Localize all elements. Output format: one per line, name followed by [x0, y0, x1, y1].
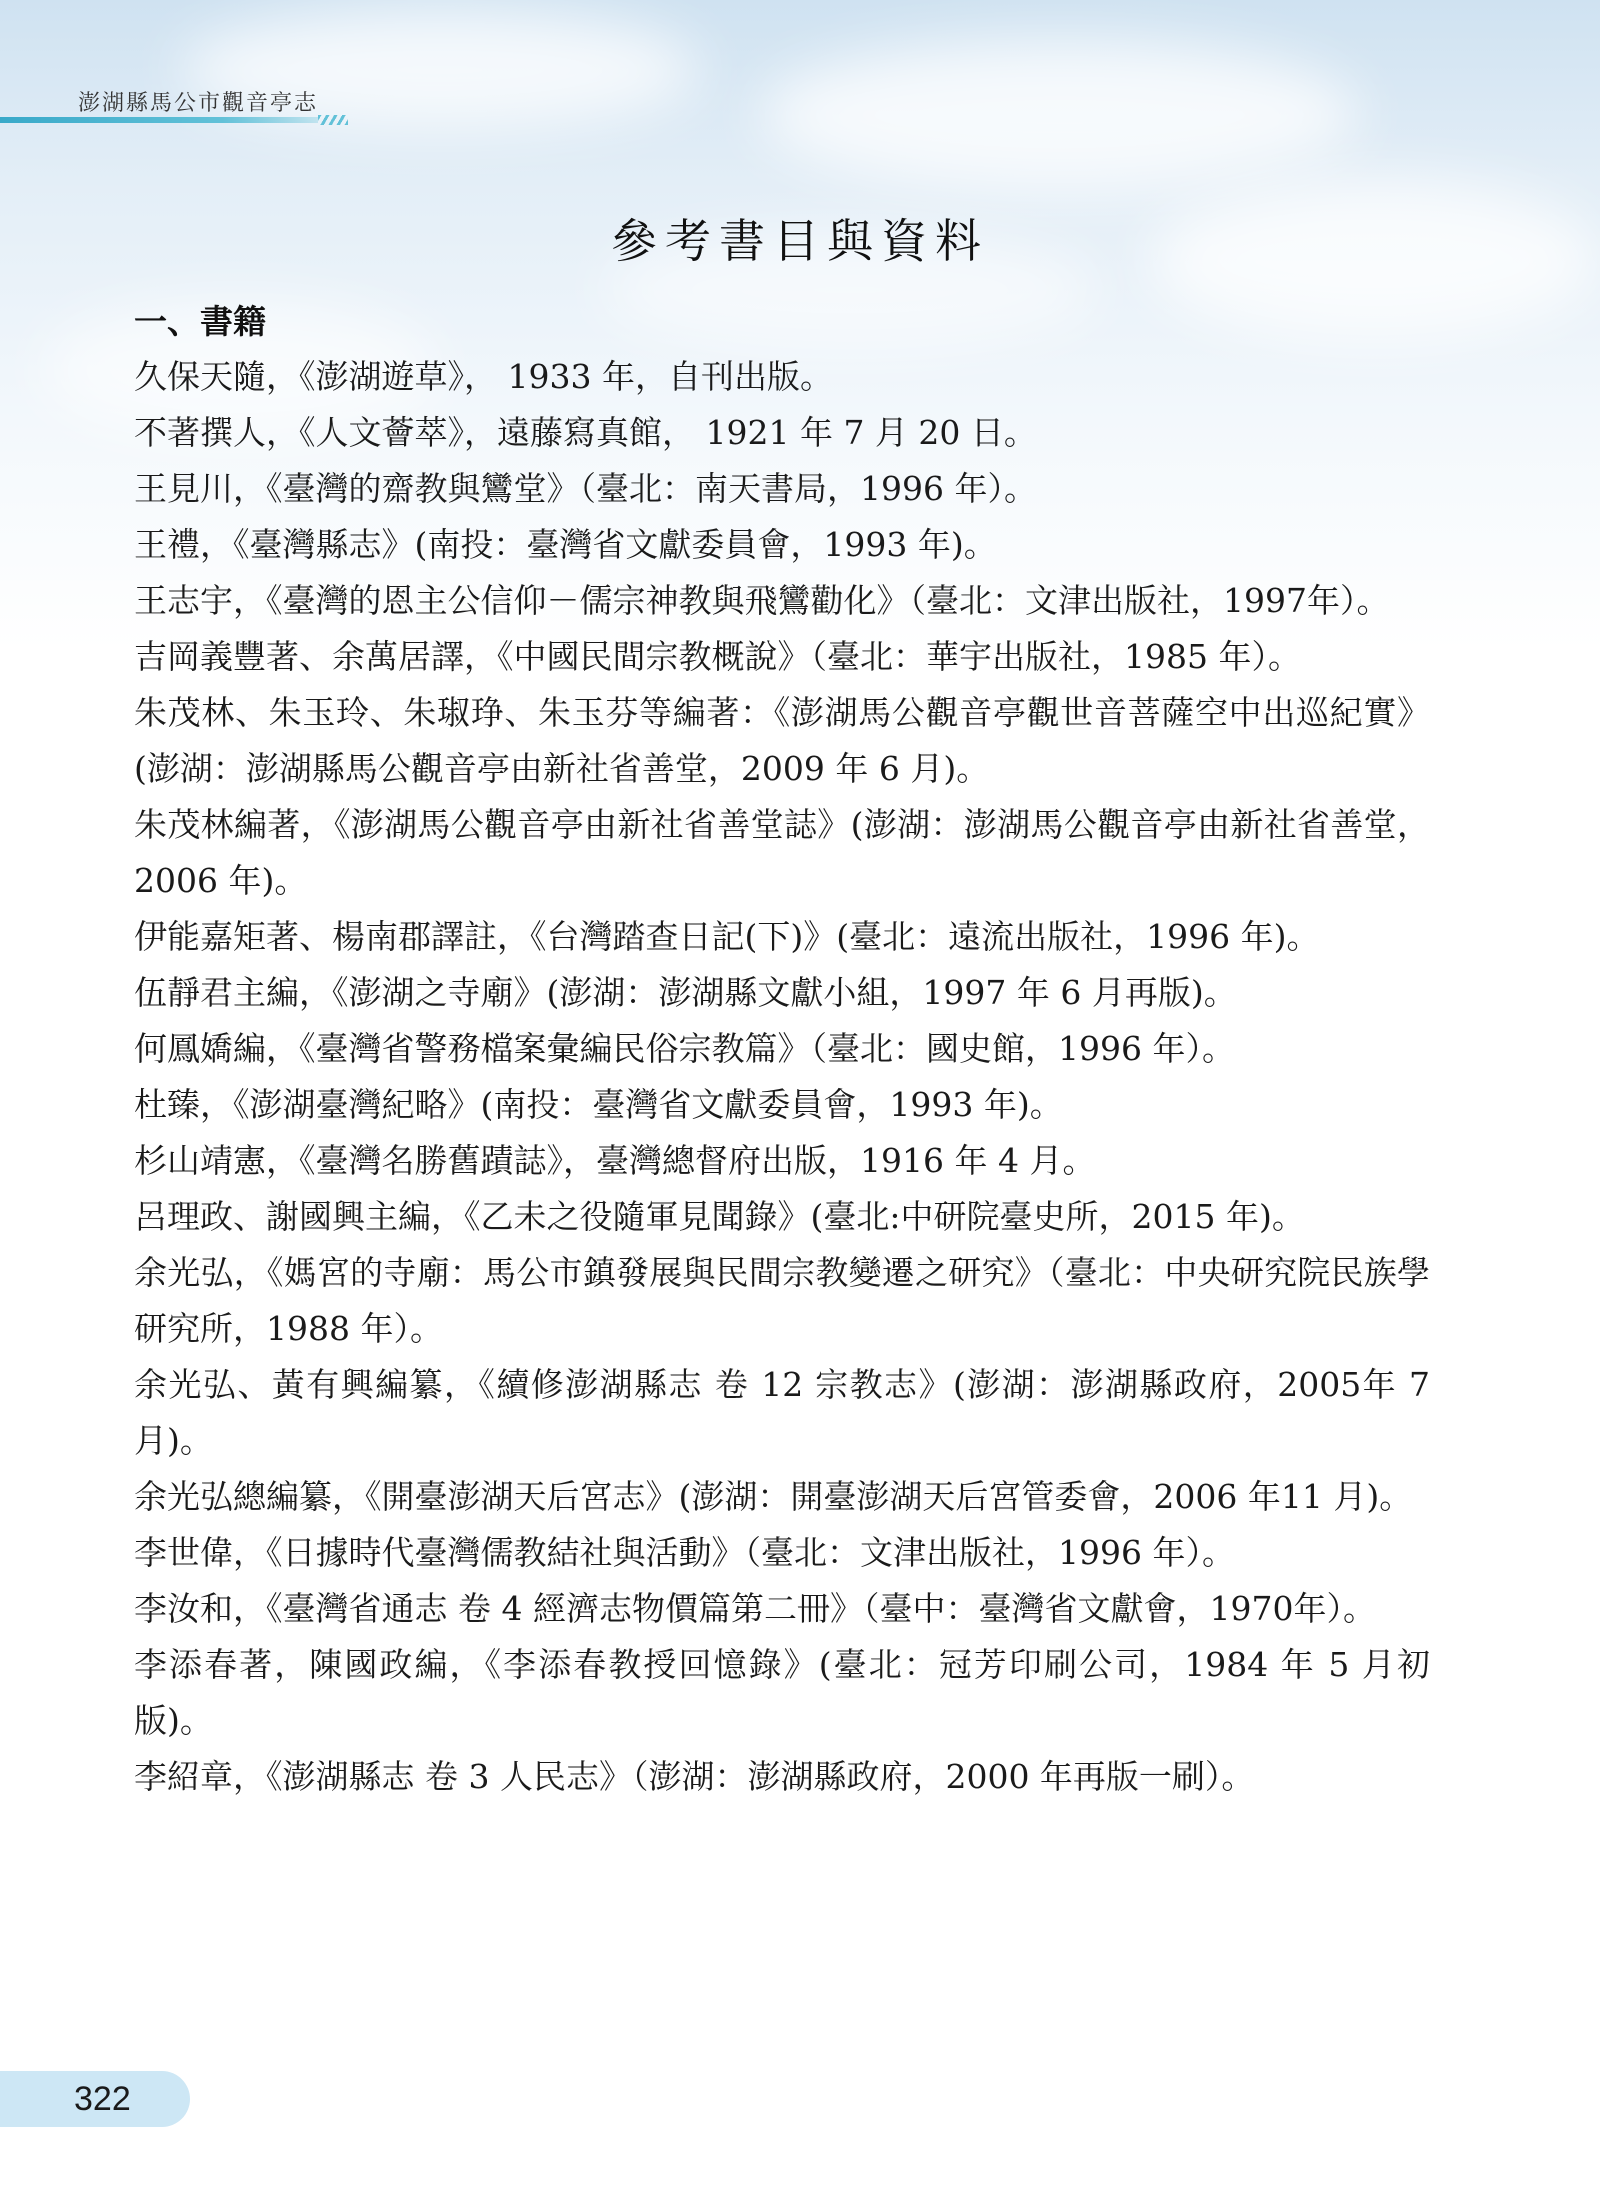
bibliography-entry: 呂理政、謝國興主編，《乙未之役隨軍見聞錄》(臺北:中研院臺史所，2015 年)。	[134, 1197, 1305, 1236]
bibliography-entry: 李汝和，《臺灣省通志 卷 4 經濟志物價篇第二冊》（臺中：臺灣省文獻會，1970年）。	[134, 1589, 1376, 1628]
bibliography-entry: 吉岡義豐著、余萬居譯，《中國民間宗教概說》（臺北：華宇出版社，1985 年）。	[134, 637, 1301, 676]
section-heading: 一、書籍	[134, 302, 266, 341]
bibliography-entry: 久保天隨，《澎湖遊草》， 1933 年，自刊出版。	[134, 357, 833, 396]
page-title: 參考書目與資料	[611, 214, 989, 268]
running-header: 澎湖縣馬公市觀音亭志	[78, 91, 319, 116]
bibliography-entry: 朱茂林、朱玉玲、朱琡琤、朱玉芬等編著：《澎湖馬公觀音亭觀世音菩薩空中出巡紀實》(澎湖：澎湖縣馬公觀音亭由新社省善堂，2009 年 6 月)。	[134, 693, 1430, 788]
bibliography-entry: 李紹章，《澎湖縣志 卷 3 人民志》（澎湖：澎湖縣政府，2000 年再版一刷）。	[134, 1757, 1255, 1796]
bibliography-entry: 伍靜君主編，《澎湖之寺廟》(澎湖：澎湖縣文獻小組，1997 年 6 月再版)。	[134, 973, 1237, 1012]
bibliography-entry: 余光弘、黃有興編纂，《續修澎湖縣志 卷 12 宗教志》(澎湖：澎湖縣政府，2005年 7 月)。	[134, 1365, 1430, 1460]
bibliography-entry: 何鳳嬌編，《臺灣省警務檔案彙編民俗宗教篇》（臺北：國史館，1996 年）。	[134, 1029, 1235, 1068]
bibliography-entry: 王見川，《臺灣的齋教與鸞堂》（臺北：南天書局，1996 年）。	[134, 469, 1037, 508]
bibliography-entry: 李添春著，陳國政編，《李添春教授回憶錄》(臺北：冠芳印刷公司，1984 年 5 月初版)。	[134, 1645, 1430, 1740]
sky-cloud	[760, 40, 1360, 190]
bibliography-entry: 朱茂林編著，《澎湖馬公觀音亭由新社省善堂誌》(澎湖：澎湖馬公觀音亭由新社省善堂，2006 年)。	[134, 805, 1430, 900]
bibliography-entry: 王志宇，《臺灣的恩主公信仰－儒宗神教與飛鸞勸化》（臺北：文津出版社，1997年）。	[134, 581, 1390, 620]
header-stripe-decoration	[318, 115, 348, 125]
header-rule	[0, 117, 318, 123]
bibliography-entry: 杉山靖憲，《臺灣名勝舊蹟誌》，臺灣總督府出版，1916 年 4 月。	[134, 1141, 1096, 1180]
bibliography-entry: 余光弘，《媽宮的寺廟：馬公市鎮發展與民間宗教變遷之研究》（臺北：中央研究院民族學研究所，1988 年）。	[134, 1253, 1430, 1348]
bibliography-entry: 王禮，《臺灣縣志》(南投：臺灣省文獻委員會，1993 年)。	[134, 525, 997, 564]
page-number: 322	[74, 2080, 131, 2118]
bibliography-list	[134, 349, 1430, 1805]
bibliography-entry: 杜臻，《澎湖臺灣紀略》(南投：臺灣省文獻委員會，1993 年)。	[134, 1085, 1063, 1124]
bibliography-entry: 伊能嘉矩著、楊南郡譯註，《台灣踏查日記(下)》(臺北：遠流出版社，1996 年)。	[134, 917, 1320, 956]
bibliography-entry: 余光弘總編纂，《開臺澎湖天后宮志》(澎湖：開臺澎湖天后宮管委會，2006 年11 月)。	[134, 1477, 1413, 1516]
bibliography-entry: 李世偉，《日據時代臺灣儒教結社與活動》（臺北：文津出版社，1996 年）。	[134, 1533, 1235, 1572]
bibliography-entry: 不著撰人，《人文薈萃》，遠藤寫真館， 1921 年 7 月 20 日。	[134, 413, 1037, 452]
